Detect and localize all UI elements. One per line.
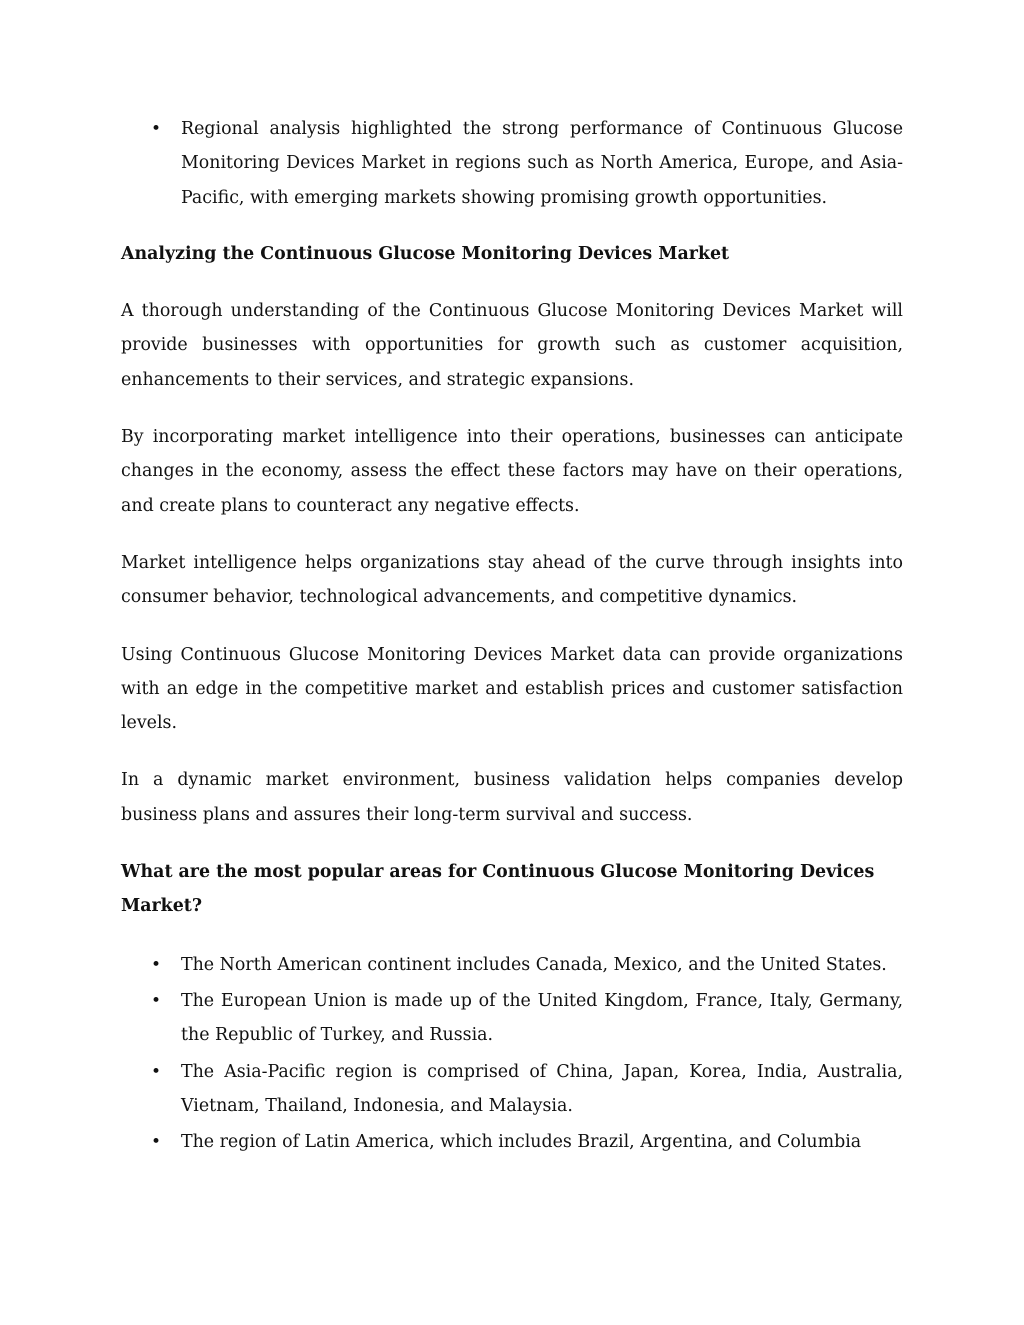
bullet-icon: • — [151, 954, 162, 975]
list-item — [121, 1055, 903, 1124]
paragraph: Market intelligence helps organizations stay ahead of the curve through insights into consumer behavior, technological advancements, and competitive dynamics. — [121, 552, 903, 608]
bullet-icon: • — [151, 1061, 162, 1082]
paragraph: Using Continuous Glucose Monitoring Devices Market data can provide organizations with an edge in the competitive market and establish prices and customer satisfaction levels. — [121, 644, 903, 734]
list-item-text: The North American continent includes Canada, Mexico, and the United States. — [181, 954, 887, 975]
bullet-icon: • — [151, 119, 162, 139]
section-heading-popular-areas: What are the most popular areas for Continuous Glucose Monitoring Devices Market? — [121, 862, 875, 917]
list-item — [121, 984, 903, 1053]
intro-bullet-list — [121, 112, 903, 215]
document-page — [121, 112, 903, 1182]
section-heading-analyzing: Analyzing the Continuous Glucose Monitoring Devices Market — [121, 243, 730, 264]
list-item-text: The Asia-Pacific region is comprised of China, Japan, Korea, India, Australia, Vietnam, Thailand, Indonesia, and Malaysia. — [181, 1061, 903, 1116]
list-item — [121, 112, 903, 215]
list-item-text: The European Union is made up of the United Kingdom, France, Italy, Germany, the Republic of Turkey, and Russia. — [181, 990, 903, 1046]
bullet-icon: • — [151, 990, 162, 1011]
paragraph: In a dynamic market environment, business validation helps companies develop business plans and assures their long-term survival and success. — [121, 770, 903, 825]
list-item — [121, 948, 903, 982]
paragraph: By incorporating market intelligence into their operations, businesses can anticipate changes in the economy, assess the effect these factors may have on their operations, and create plans to counteract any negative effects. — [121, 427, 903, 516]
regions-bullet-list — [121, 948, 903, 1160]
list-item-text: Regional analysis highlighted the strong performance of Continuous Glucose Monitoring Devices Market in regions such as North America, Europe, and Asia-Pacific, with emerging markets showing promising growth opportunities. — [181, 119, 903, 208]
paragraph: A thorough understanding of the Continuous Glucose Monitoring Devices Market will provide businesses with opportunities for growth such as customer acquisition, enhancements to their services, and strategic expansions. — [121, 301, 903, 390]
list-item — [121, 1125, 903, 1159]
list-item-text: The region of Latin America, which includes Brazil, Argentina, and Columbia — [181, 1132, 862, 1153]
bullet-icon: • — [151, 1132, 162, 1153]
